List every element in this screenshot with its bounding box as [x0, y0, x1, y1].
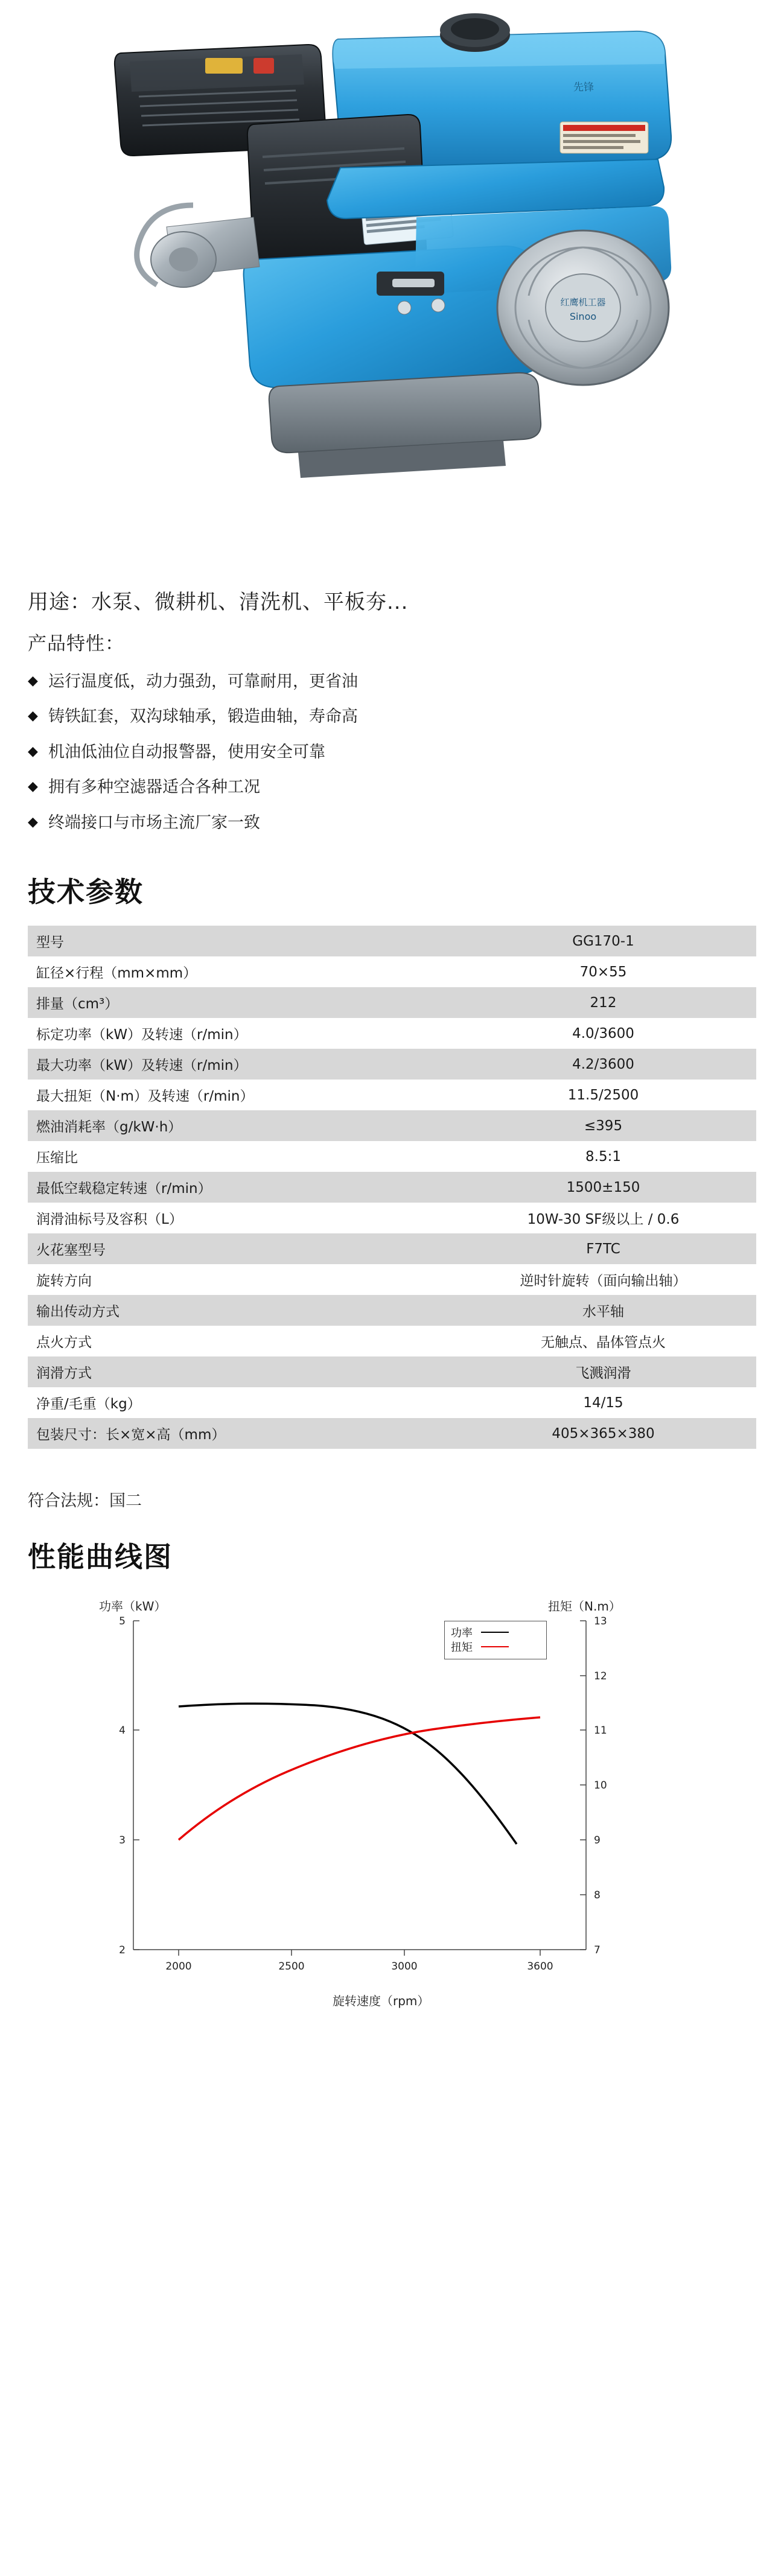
svg-text:10: 10 — [594, 1779, 607, 1792]
spec-key: 最大扭矩（N·m）及转速（r/min） — [28, 1080, 450, 1110]
svg-text:2: 2 — [119, 1944, 126, 1957]
spec-value: 飞溅润滑 — [450, 1356, 756, 1387]
spec-key: 润滑油标号及容积（L） — [28, 1203, 450, 1233]
spec-key: 最大功率（kW）及转速（r/min） — [28, 1049, 450, 1080]
legend-item-power — [451, 1625, 540, 1639]
performance-chart — [28, 1591, 756, 2013]
diamond-bullet-icon: ◆ — [28, 779, 38, 795]
spec-key: 排量（cm³） — [28, 987, 450, 1018]
legend-swatch-power — [481, 1632, 509, 1633]
legend-swatch-torque — [481, 1646, 509, 1647]
spec-value: 212 — [450, 987, 756, 1018]
engine-illustration — [54, 6, 724, 507]
spec-value: 11.5/2500 — [450, 1080, 756, 1110]
svg-text:3600: 3600 — [527, 1961, 553, 1973]
feature-text: 运行温度低，动力强劲，可靠耐用，更省油 — [48, 672, 358, 691]
table-row — [28, 1295, 756, 1326]
spec-value: 4.2/3600 — [450, 1049, 756, 1080]
feature-text: 铸铁缸套，双沟球轴承，锻造曲轴，寿命高 — [48, 707, 358, 727]
table-row — [28, 1172, 756, 1203]
spec-key: 包装尺寸：长×宽×高（mm） — [28, 1418, 450, 1449]
chart-legend — [444, 1621, 547, 1659]
diamond-bullet-icon: ◆ — [28, 814, 38, 830]
svg-text:5: 5 — [119, 1615, 126, 1628]
regulation-text: 符合法规：国二 — [28, 1492, 142, 1511]
table-row — [28, 1264, 756, 1295]
series-torque-line — [179, 1717, 540, 1840]
svg-text:8: 8 — [594, 1889, 601, 1902]
svg-text:4: 4 — [119, 1725, 126, 1737]
specs-table — [28, 926, 756, 1449]
table-row — [28, 956, 756, 987]
spec-value: F7TC — [450, 1233, 756, 1264]
table-row — [28, 1110, 756, 1141]
diamond-bullet-icon: ◆ — [28, 708, 38, 724]
svg-text:先锋: 先锋 — [573, 81, 594, 94]
spec-key: 旋转方向 — [28, 1264, 450, 1295]
spec-value: 70×55 — [450, 956, 756, 987]
table-row — [28, 1356, 756, 1387]
spec-value: 8.5:1 — [450, 1141, 756, 1172]
svg-text:11: 11 — [594, 1725, 607, 1737]
product-image — [0, 0, 784, 579]
spec-value: 逆时针旋转（面向输出轴） — [450, 1264, 756, 1295]
spec-value: 无触点、晶体管点火 — [450, 1326, 756, 1356]
features-title: 产品特性： — [28, 633, 124, 655]
table-row — [28, 1141, 756, 1172]
chart-xlabel: 旋转速度（rpm） — [333, 1994, 430, 2009]
table-row — [28, 1233, 756, 1264]
usage-text: 用途：水泵、微耕机、清洗机、平板夯... — [28, 590, 409, 614]
table-row — [28, 1387, 756, 1418]
spec-value: 10W-30 SF级以上 / 0.6 — [450, 1203, 756, 1233]
svg-text:Sinoo: Sinoo — [569, 311, 597, 322]
spec-key: 火花塞型号 — [28, 1233, 450, 1264]
specs-heading: 技术参数 — [28, 876, 144, 909]
svg-text:红鹰机工器: 红鹰机工器 — [560, 297, 606, 308]
chart-ylabel-right: 扭矩（N.m） — [548, 1599, 621, 1614]
chart-heading: 性能曲线图 — [28, 1541, 173, 1574]
feature-text: 终端接口与市场主流厂家一致 — [48, 813, 260, 832]
list-item — [28, 706, 756, 728]
svg-text:9: 9 — [594, 1834, 601, 1847]
svg-text:3: 3 — [119, 1834, 126, 1847]
engine-base — [269, 373, 541, 478]
diamond-bullet-icon: ◆ — [28, 743, 38, 759]
spec-key: 最低空载稳定转速（r/min） — [28, 1172, 450, 1203]
svg-text:12: 12 — [594, 1670, 607, 1683]
spec-value: GG170-1 — [450, 926, 756, 956]
spec-key: 润滑方式 — [28, 1356, 450, 1387]
table-row — [28, 1049, 756, 1080]
spec-value: 1500±150 — [450, 1172, 756, 1203]
table-row — [28, 926, 756, 956]
svg-text:2000: 2000 — [165, 1961, 192, 1973]
spec-value: 水平轴 — [450, 1295, 756, 1326]
table-row — [28, 987, 756, 1018]
svg-text:13: 13 — [594, 1615, 607, 1628]
features-list — [28, 671, 756, 834]
list-item — [28, 742, 756, 763]
svg-text:7: 7 — [594, 1944, 601, 1957]
table-row — [28, 1326, 756, 1356]
spec-key: 缸径×行程（mm×mm） — [28, 956, 450, 987]
spec-key: 净重/毛重（kg） — [28, 1387, 450, 1418]
feature-text: 拥有多种空滤器适合各种工况 — [48, 778, 260, 797]
recoil-starter — [497, 231, 669, 385]
spec-value: 14/15 — [450, 1387, 756, 1418]
table-row — [28, 1203, 756, 1233]
list-item — [28, 777, 756, 798]
svg-text:3000: 3000 — [391, 1961, 418, 1973]
spec-value: 4.0/3600 — [450, 1018, 756, 1049]
spec-value: ≤395 — [450, 1110, 756, 1141]
spec-value: 405×365×380 — [450, 1418, 756, 1449]
legend-label: 功率 — [451, 1627, 473, 1640]
svg-text:2500: 2500 — [278, 1961, 305, 1973]
table-row — [28, 1018, 756, 1049]
list-item — [28, 812, 756, 834]
spec-key: 压缩比 — [28, 1141, 450, 1172]
spec-key: 输出传动方式 — [28, 1295, 450, 1326]
diamond-bullet-icon: ◆ — [28, 673, 38, 689]
legend-item-torque — [451, 1639, 540, 1654]
list-item — [28, 671, 756, 693]
spec-key: 标定功率（kW）及转速（r/min） — [28, 1018, 450, 1049]
legend-label: 扭矩 — [451, 1641, 473, 1655]
spec-key: 点火方式 — [28, 1326, 450, 1356]
chart-canvas — [28, 1591, 756, 1989]
feature-text: 机油低油位自动报警器，使用安全可靠 — [48, 742, 325, 762]
table-row — [28, 1080, 756, 1110]
spec-key: 燃油消耗率（g/kW·h） — [28, 1110, 450, 1141]
spec-key: 型号 — [28, 926, 450, 956]
table-row — [28, 1418, 756, 1449]
output-shaft — [137, 205, 260, 287]
chart-ylabel-left: 功率（kW） — [99, 1599, 167, 1614]
